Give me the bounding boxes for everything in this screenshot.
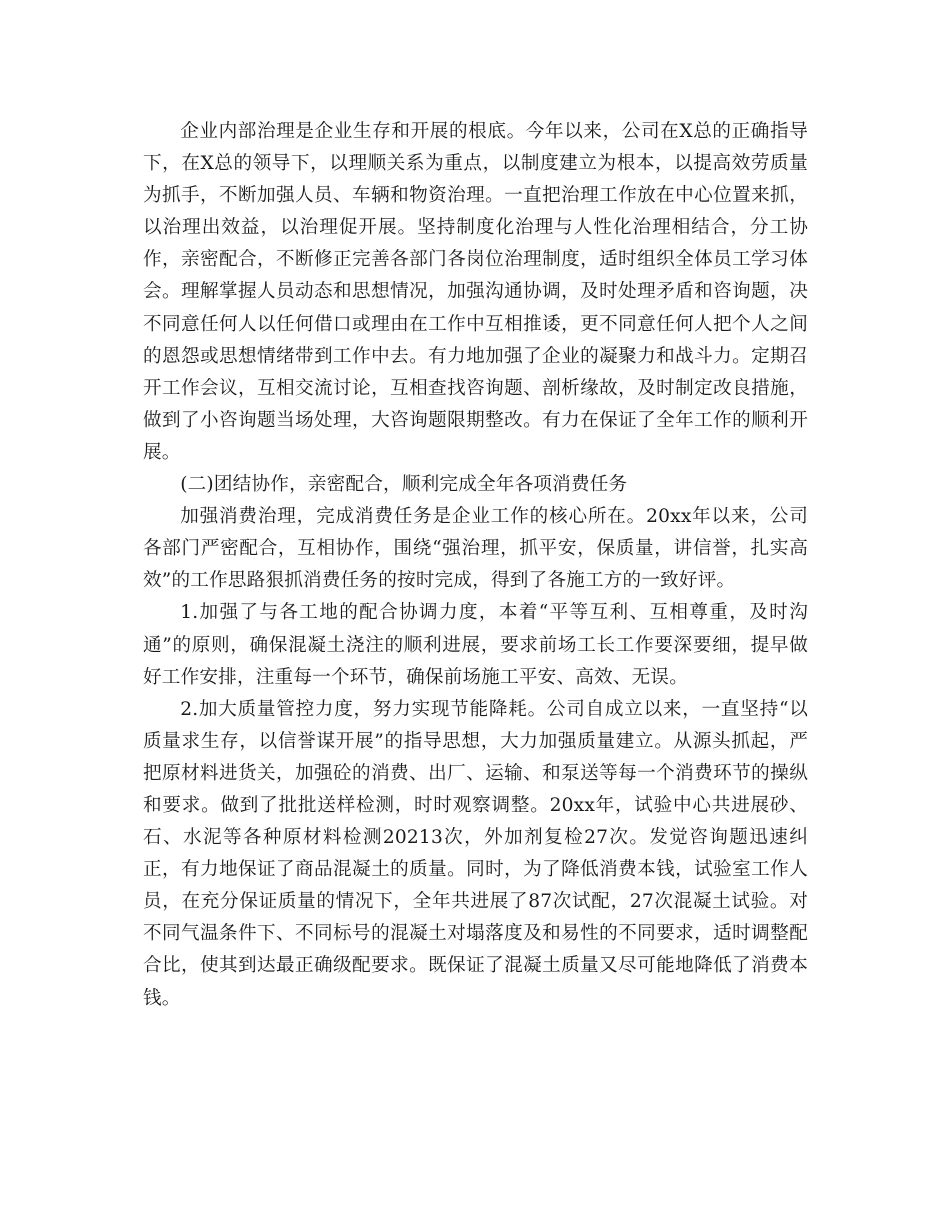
document-body bbox=[143, 116, 808, 1015]
paragraph-item-1: 1.加强了与各工地的配合协调力度，本着“平等互利、互相尊重，及时沟通”的原则，确保混凝土浇注的顺利进展，要求前场工长工作要深要细，提早做好工作安排，注重每一个环节，确保前场施工平安、高效、无误。 bbox=[143, 602, 808, 688]
paragraph-production: 加强消费治理，完成消费任务是企业工作的核心所在。20xx年以来，公司各部门严密配合，互相协作，围绕“强治理，抓平安，保质量，讲信誉，扎实高效”的工作思路狠抓消费任务的按时完成，得到了各施工方的一致好评。 bbox=[143, 506, 808, 592]
paragraph-item-2: 2.加大质量管控力度，努力实现节能降耗。公司自成立以来，一直坚持“以质量求生存，以信誉谋开展”的指导思想，大力加强质量建立。从源头抓起，严把原材料进货关，加强砼的消费、出厂、运输、和泵送等每一个消费环节的操纵和要求。做到了批批送样检测，时时观察调整。20xx年，试验中心共进展砂、石、水泥等各种原材料检测20213次，外加剂复检27次。发觉咨询题迅速纠正，有力地保证了商品混凝土的质量。同时，为了降低消费本钱，试验室工作人员，在充分保证质量的情况下，全年共进展了87次试配，27次混凝土试验。对不同气温条件下、不同标号的混凝土对塌落度及和易性的不同要求，适时调整配合比，使其到达最正确级配要求。既保证了混凝土质量又尽可能地降低了消费本钱。 bbox=[143, 698, 808, 1009]
section-heading-cooperation: (二)团结协作，亲密配合，顺利完成全年各项消费任务 bbox=[180, 474, 628, 496]
paragraph-management: 企业内部治理是企业生存和开展的根底。今年以来，公司在X总的正确指导下，在X总的领导下，以理顺关系为重点，以制度建立为根本，以提高效劳质量为抓手，不断加强人员、车辆和物资治理。一直把治理工作放在中心位置来抓，以治理出效益，以治理促开展。坚持制度化治理与人性化治理相结合，分工协作，亲密配合，不断修正完善各部门各岗位治理制度，适时组织全体员工学习体会。理解掌握人员动态和思想情况，加强沟通协调，及时处理矛盾和咨询题，决不同意任何人以任何借口或理由在工作中互相推诿，更不同意任何人把个人之间的恩怨或思想情绪带到工作中去。有力地加强了企业的凝聚力和战斗力。定期召开工作会议，互相交流讨论，互相查找咨询题、剖析缘故，及时制定改良措施，做到了小咨询题当场处理，大咨询题限期整改。有力在保证了全年工作的顺利开展。 bbox=[143, 121, 808, 463]
